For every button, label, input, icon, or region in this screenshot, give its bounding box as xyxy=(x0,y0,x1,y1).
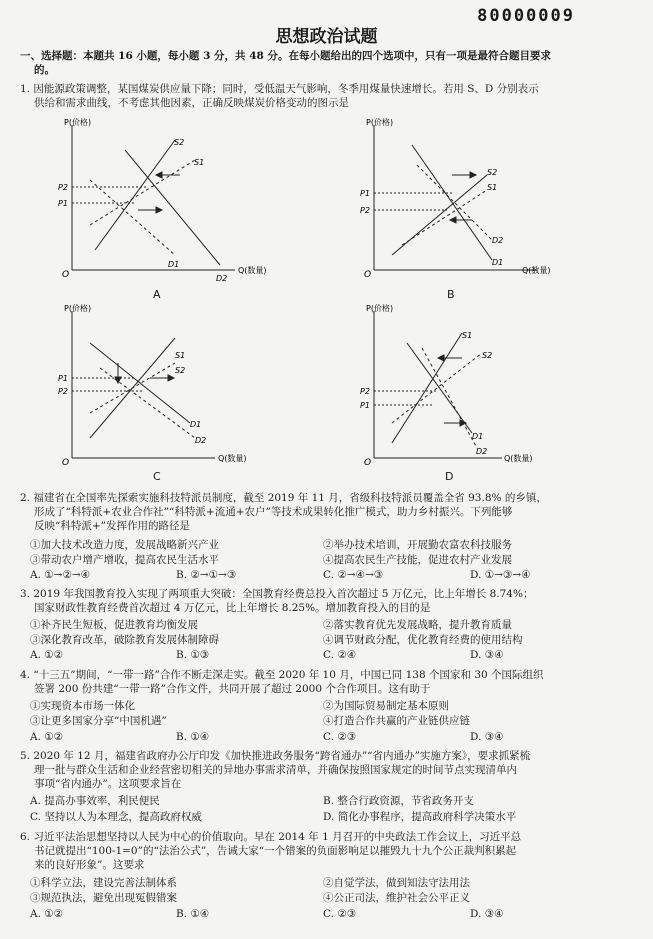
q2-option-1: ①加大技术改造力度，发展战略新兴产业 xyxy=(30,539,219,551)
s1-label: S1 xyxy=(194,158,205,167)
p2-label: P2 xyxy=(58,387,68,396)
d1-label: D1 xyxy=(168,260,180,269)
q5-choice-b[interactable]: B. 整合行政资源，节省政务开支 xyxy=(323,795,474,807)
q5-choice-c[interactable]: C. 坚持以人为本理念，提高政府权威 xyxy=(30,811,202,823)
p2-label: P2 xyxy=(58,183,68,192)
q6-option-4: ④公正司法，维护社会公平正义 xyxy=(323,892,470,904)
y-axis-label: P(价格) xyxy=(366,118,394,127)
q6-option-2: ②自觉学法，做到知法守法用法 xyxy=(323,877,470,889)
q3-choice-a[interactable]: A. ①② xyxy=(30,649,64,661)
q2-option-4: ④提高农民生产技能，促进农村产业发展 xyxy=(323,554,512,566)
page-title: 思想政治试题 xyxy=(275,27,378,47)
q3-choice-d[interactable]: D. ③④ xyxy=(470,649,504,661)
q2-choice-c[interactable]: C. ②→④→③ xyxy=(323,569,384,581)
p2-label: P2 xyxy=(360,387,370,396)
q3-choice-c[interactable]: C. ②④ xyxy=(323,649,357,661)
y-axis-label: P(价格) xyxy=(64,118,92,127)
x-axis-label: Q(数量) xyxy=(522,266,551,275)
supply-curve-s2 xyxy=(90,363,175,413)
arrow-head xyxy=(156,172,162,178)
x-axis-label: Q(数量) xyxy=(504,454,533,463)
q6-option-3: ③规范执法，避免出现冤假错案 xyxy=(30,892,177,904)
q6-line-3: 来的良好形象”。这要求 xyxy=(34,859,145,871)
demand-curve-d1 xyxy=(412,145,492,260)
p1-label: P1 xyxy=(360,189,370,198)
q3-option-3: ③深化教育改革，破除教育发展体制障碍 xyxy=(30,634,219,646)
q3-option-4: ④调节财政分配，优化教育经费的使用结构 xyxy=(323,634,523,646)
q4-option-1: ①实现资本市场一体化 xyxy=(30,700,135,712)
q6-line-1: 6. 习近平法治思想坚持以人民为中心的价值取向。早在 2014 年 1 月召开的中央政法工作会议上，习近平总 xyxy=(20,831,522,843)
q2-choice-b[interactable]: B. ②→①→③ xyxy=(176,569,237,581)
arrow-head xyxy=(156,207,162,213)
page-code: 80000009 xyxy=(477,6,575,26)
s1-label: S1 xyxy=(487,183,498,192)
q4-option-2: ②为国际贸易制定基本原则 xyxy=(323,700,449,712)
section-line-2: 的。 xyxy=(34,64,55,76)
graph-a xyxy=(50,115,280,290)
y-axis-label: P(价格) xyxy=(366,304,394,313)
d2-label: D2 xyxy=(195,436,207,445)
s2-label: S2 xyxy=(487,168,498,177)
q3-option-2: ②落实教育优先发展战略，提升教育质量 xyxy=(323,619,512,631)
q2-option-2: ②举办技术培训，开展勤农富农科技服务 xyxy=(323,539,512,551)
q1-line-2: 供给和需求曲线，不考虑其他因素，正确反映煤炭价格变动的图示是 xyxy=(34,97,349,109)
supply-curve-s2 xyxy=(95,140,175,250)
s2-label: S2 xyxy=(174,138,185,147)
s2-label: S2 xyxy=(482,351,493,360)
s1-label: S1 xyxy=(462,331,473,340)
q3-line-1: 3. 2019 年我国教育投入实现了两项重大突破：全国教育经费总投入首次超过 5 万亿元，比上年增长 8.74%； xyxy=(20,588,534,600)
p1-label: P1 xyxy=(58,374,68,383)
q4-choice-c[interactable]: C. ②③ xyxy=(323,731,357,743)
q4-option-3: ③让更多国家分享“中国机遇” xyxy=(30,715,167,727)
graph-b-label: B xyxy=(447,288,455,301)
q6-choice-d[interactable]: D. ③④ xyxy=(470,908,504,920)
q2-option-3: ③带动农户增产增收，提高农民生活水平 xyxy=(30,554,219,566)
q4-choice-b[interactable]: B. ①④ xyxy=(176,731,210,743)
q2-line-3: 反映“科特派+”发挥作用的路径是 xyxy=(34,520,191,532)
q5-choice-d[interactable]: D. 简化办事程序，提高政府科学决策水平 xyxy=(323,811,517,823)
p1-label: P1 xyxy=(360,401,370,410)
q2-choice-a[interactable]: A. ①→②→④ xyxy=(30,569,91,581)
q3-line-2: 国家财政性教育经费首次超过 4 万亿元，比上年增长 8.25%。增加教育投入的目的是 xyxy=(34,602,431,614)
q2-choice-d[interactable]: D. ①→③→④ xyxy=(470,569,531,581)
d2-label: D2 xyxy=(476,447,488,456)
d1-label: D1 xyxy=(492,258,504,267)
q6-line-2: 书记就提出“100-1=0”的“法治公式”，告诫大家“一个错案的负面影响足以摧毁九十九个公正裁判积累起 xyxy=(34,845,517,857)
q4-choice-d[interactable]: D. ③④ xyxy=(470,731,504,743)
q4-line-1: 4. “十三五”期间，“一带一路”合作不断走深走实。截至 2020 年 10 月，中国已同 138 个国家和 30 个国际组织 xyxy=(20,669,544,681)
q4-line-2: 签署 200 份共建“一带一路”合作文件，共同开展了超过 2000 个合作项目。这有助于 xyxy=(34,683,431,695)
origin-label: O xyxy=(62,270,70,280)
q2-line-1: 2. 福建省在全国率先探索实施科技特派员制度，截至 2019 年 11 月，省级科技特派员覆盖全省 93.8% 的乡镇， xyxy=(20,492,547,504)
q6-choice-c[interactable]: C. ②③ xyxy=(323,908,357,920)
demand-curve-d2 xyxy=(100,368,195,438)
q1-line-1: 1. 因能源政策调整，某国煤炭供应量下降；同时，受低温天气影响，冬季用煤量快速增长。若用 S、D 分别表示 xyxy=(20,83,539,95)
d1-label: D1 xyxy=(190,420,202,429)
q4-choice-a[interactable]: A. ①② xyxy=(30,731,64,743)
q6-choice-b[interactable]: B. ①④ xyxy=(176,908,210,920)
graph-c-label: C xyxy=(153,470,161,483)
x-axis-label: Q(数量) xyxy=(238,266,267,275)
p1-label: P1 xyxy=(58,199,68,208)
q3-option-1: ①补齐民生短板，促进教育均衡发展 xyxy=(30,619,198,631)
d2-label: D2 xyxy=(216,274,228,283)
graph-a-label: A xyxy=(153,288,161,301)
graph-d xyxy=(352,303,582,473)
q4-option-4: ④打造合作共赢的产业链供应链 xyxy=(323,715,470,727)
demand-curve-d2 xyxy=(125,150,220,265)
section-line-1: 一、选择题：本题共 16 小题，每小题 3 分，共 48 分。在每小题给出的四个选项中，只有一项是最符合题目要求 xyxy=(20,50,551,62)
q5-line-1: 5. 2020 年 12 月，福建省政府办公厅印发《加快推进政务服务“跨省通办”“省内通办”实施方案》，要求抓紧梳 xyxy=(20,750,531,762)
s1-label: S1 xyxy=(175,351,186,360)
supply-curve-s2 xyxy=(402,190,487,245)
p2-label: P2 xyxy=(360,206,370,215)
graph-d-label: D xyxy=(445,470,454,483)
q5-line-2: 理一批与群众生活和企业经营密切相关的异地办事需求清单，并确保按照国家规定的时间节点实现清单内 xyxy=(34,764,517,776)
supply-curve-s2 xyxy=(392,353,482,423)
q2-line-2: 形成了“科特派+农业合作社”“科特派+流通+农户”等技术成果转化推广模式，助力乡村振兴。下列能够 xyxy=(34,506,513,518)
q5-choice-a[interactable]: A. 提高办事效率，利民便民 xyxy=(30,795,160,807)
q6-choice-a[interactable]: A. ①② xyxy=(30,908,64,920)
x-axis-label: Q(数量) xyxy=(218,454,247,463)
y-axis-label: P(价格) xyxy=(64,304,92,313)
supply-curve-s1 xyxy=(392,333,462,443)
q6-option-1: ①科学立法，建设完善法制体系 xyxy=(30,877,177,889)
graph-b xyxy=(352,115,582,290)
graph-c xyxy=(50,303,280,473)
origin-label: O xyxy=(364,270,372,280)
q5-line-3: 事项“省内通办”。这项要求旨在 xyxy=(34,778,182,790)
demand-curve-d1 xyxy=(407,343,472,433)
origin-label: O xyxy=(62,458,70,468)
q3-choice-b[interactable]: B. ①③ xyxy=(176,649,210,661)
origin-label: O xyxy=(364,458,372,468)
d1-label: D1 xyxy=(472,432,484,441)
d2-label: D2 xyxy=(492,236,504,245)
s2-label: S2 xyxy=(175,366,186,375)
